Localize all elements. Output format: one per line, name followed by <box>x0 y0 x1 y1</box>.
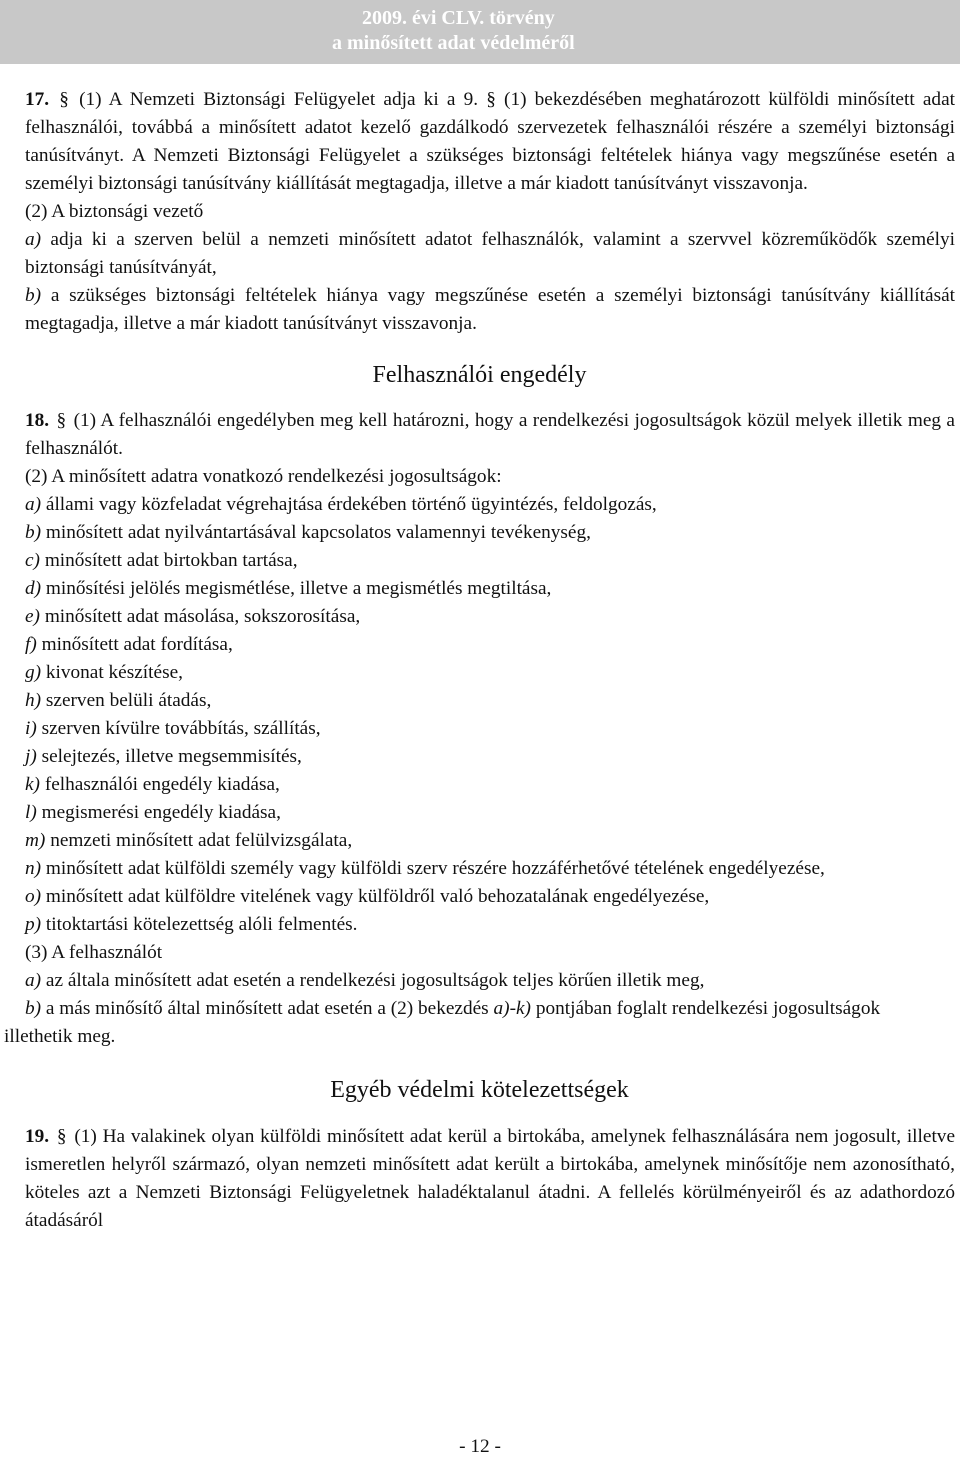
list-item <box>4 827 955 855</box>
header-law-subtitle: a minősített adat védelméről <box>332 32 575 54</box>
item-text: állami vagy közfeladat végrehajtása érdekében történő ügyintézés, feldolgozás, <box>45 494 657 515</box>
section-sign: § <box>56 1126 67 1147</box>
section-number: 17. <box>25 89 50 110</box>
item-text: a más minősítő által minősített adat esetén a (2) bekezdés <box>45 998 489 1019</box>
item-text: az általa minősített adat esetén a rendelkezési jogosultságok teljes körűen illetik meg, <box>45 970 705 991</box>
list-item <box>4 631 955 659</box>
section-17-paragraph-2-intro: (2) A biztonsági vezető <box>25 201 204 222</box>
item-marker: h) <box>25 690 42 711</box>
item-text: minősített adat másolása, sokszorosítása, <box>44 606 361 627</box>
section-17-paragraph-1 <box>4 86 955 198</box>
section-19-text: (1) Ha valakinek olyan külföldi minősített adat kerül a birtokába, amelynek felhasználására nem jogosult, illetve ismeretlen helyről származó, olyan nemzeti minősített adat került a birtokába, amelynek minősítője nem azonosítható, köteles azt a Nemzeti Biztonsági Felügyeletnek haladéktalanul átadni. A fellelés körülményeiről és az adathordozó átadásáról <box>25 1126 956 1231</box>
section-18-text: (1) A felhasználói engedélyben meg kell határozni, hogy a rendelkezési jogosultságok közül melyek illetik meg a felhasználót. <box>25 410 955 459</box>
list-item <box>4 603 955 631</box>
item-marker: a) <box>25 970 42 991</box>
section-number: 18. <box>25 410 50 431</box>
section-number: 19. <box>25 1126 50 1147</box>
list-item <box>4 575 955 603</box>
item-text: szerven kívülre továbbítás, szállítás, <box>41 718 321 739</box>
section-sign: § <box>56 410 67 431</box>
item-marker: b) <box>25 522 42 543</box>
item-text: adja ki a szerven belül a nemzeti minősített adatot felhasználók, valamint a szervvel közreműködők személyi biztonsági tanúsítványát, <box>25 229 955 278</box>
item-marker: b) <box>25 285 42 306</box>
item-marker: k) <box>25 774 40 795</box>
page-number: - 12 - <box>459 1436 501 1457</box>
section-18-paragraph-2-intro: (2) A minősített adatra vonatkozó rendelkezési jogosultságok: <box>25 466 502 487</box>
item-marker: c) <box>25 550 40 571</box>
list-item <box>4 547 955 575</box>
list-item <box>4 855 955 883</box>
list-item <box>4 743 955 771</box>
item-text: nemzeti minősített adat felülvizsgálata, <box>50 830 353 851</box>
list-item <box>4 883 955 911</box>
item-marker: l) <box>25 802 37 823</box>
item-marker: d) <box>25 578 42 599</box>
document-body <box>4 86 955 1235</box>
running-header <box>0 0 960 64</box>
item-text: szerven belüli átadás, <box>45 690 212 711</box>
section-18-paragraph-3-item-a <box>4 967 955 995</box>
item-marker: m) <box>25 830 46 851</box>
item-text: felhasználói engedély kiadása, <box>44 774 280 795</box>
item-text: a szükséges biztonsági feltételek hiánya vagy megszűnése esetén a személyi biztonsági tanúsítvány kiállítását megtagadja, illetve a már kiadott tanúsítványt visszavonja. <box>25 285 955 334</box>
item-text: minősített adat birtokban tartása, <box>44 550 298 571</box>
list-item <box>4 799 955 827</box>
item-marker: p) <box>25 914 42 935</box>
item-text: minősített adat külföldi személy vagy külföldi szerv részére hozzáférhetővé tételének engedélyezése, <box>45 858 825 879</box>
item-marker: o) <box>25 886 42 907</box>
section-18-paragraph-1 <box>4 407 955 463</box>
list-item <box>4 659 955 687</box>
section-18-paragraph-3-item-b <box>4 995 955 1023</box>
item-text: titoktartási kötelezettség alóli felmentés. <box>45 914 358 935</box>
item-text: pontjában foglalt rendelkezési jogosultságok <box>535 998 881 1019</box>
item-marker: a) <box>25 229 42 250</box>
section-17-text: (1) A Nemzeti Biztonsági Felügyelet adja ki a 9. § (1) bekezdésében meghatározott külföldi minősített adat felhasználói, továbbá a minősített adatot kezelő gazdálkodó szervezetek felhasználói részére a személyi biztonsági tanúsítványt. A Nemzeti Biztonsági Felügyelet a szükséges biztonsági feltételek hiánya vagy megszűnése esetén a személyi biztonsági tanúsítvány kiállítását megtagadja, illetve a már kiadott tanúsítványt visszavonja. <box>25 89 955 194</box>
heading-other-protection-duties: Egyéb védelmi kötelezettségek <box>330 1077 629 1103</box>
section-17-item-b <box>4 282 955 338</box>
section-18-paragraph-3-tail: illethetik meg. <box>4 1026 116 1047</box>
section-19-paragraph-1 <box>4 1123 955 1235</box>
header-law-title: 2009. évi CLV. törvény <box>362 7 555 29</box>
item-marker: f) <box>25 634 37 655</box>
item-marker: j) <box>25 746 37 767</box>
item-marker: e) <box>25 606 40 627</box>
item-text: minősített adat külföldre vitelének vagy külföldről való behozatalának engedélyezése, <box>45 886 710 907</box>
section-18-paragraph-3-intro: (3) A felhasználót <box>25 942 163 963</box>
section-17-item-a <box>4 226 955 282</box>
item-marker: g) <box>25 662 42 683</box>
section-sign: § <box>59 89 69 110</box>
heading-user-permit: Felhasználói engedély <box>372 362 587 388</box>
list-item <box>4 715 955 743</box>
item-text: minősítési jelölés megismétlése, illetve a megismétlés megtiltása, <box>45 578 552 599</box>
list-item <box>4 771 955 799</box>
list-item <box>4 491 955 519</box>
item-marker: a) <box>25 494 42 515</box>
item-reference: a)-k) <box>493 998 531 1019</box>
item-text: minősített adat nyilvántartásával kapcsolatos valamennyi tevékenység, <box>45 522 591 543</box>
item-text: selejtezés, illetve megsemmisítés, <box>41 746 302 767</box>
item-marker: b) <box>25 998 42 1019</box>
item-marker: n) <box>25 858 42 879</box>
item-marker: i) <box>25 718 37 739</box>
item-text: megismerési engedély kiadása, <box>41 802 281 823</box>
item-text: minősített adat fordítása, <box>41 634 233 655</box>
list-item <box>4 687 955 715</box>
list-item <box>4 911 955 939</box>
item-text: kivonat készítése, <box>45 662 183 683</box>
list-item <box>4 519 955 547</box>
